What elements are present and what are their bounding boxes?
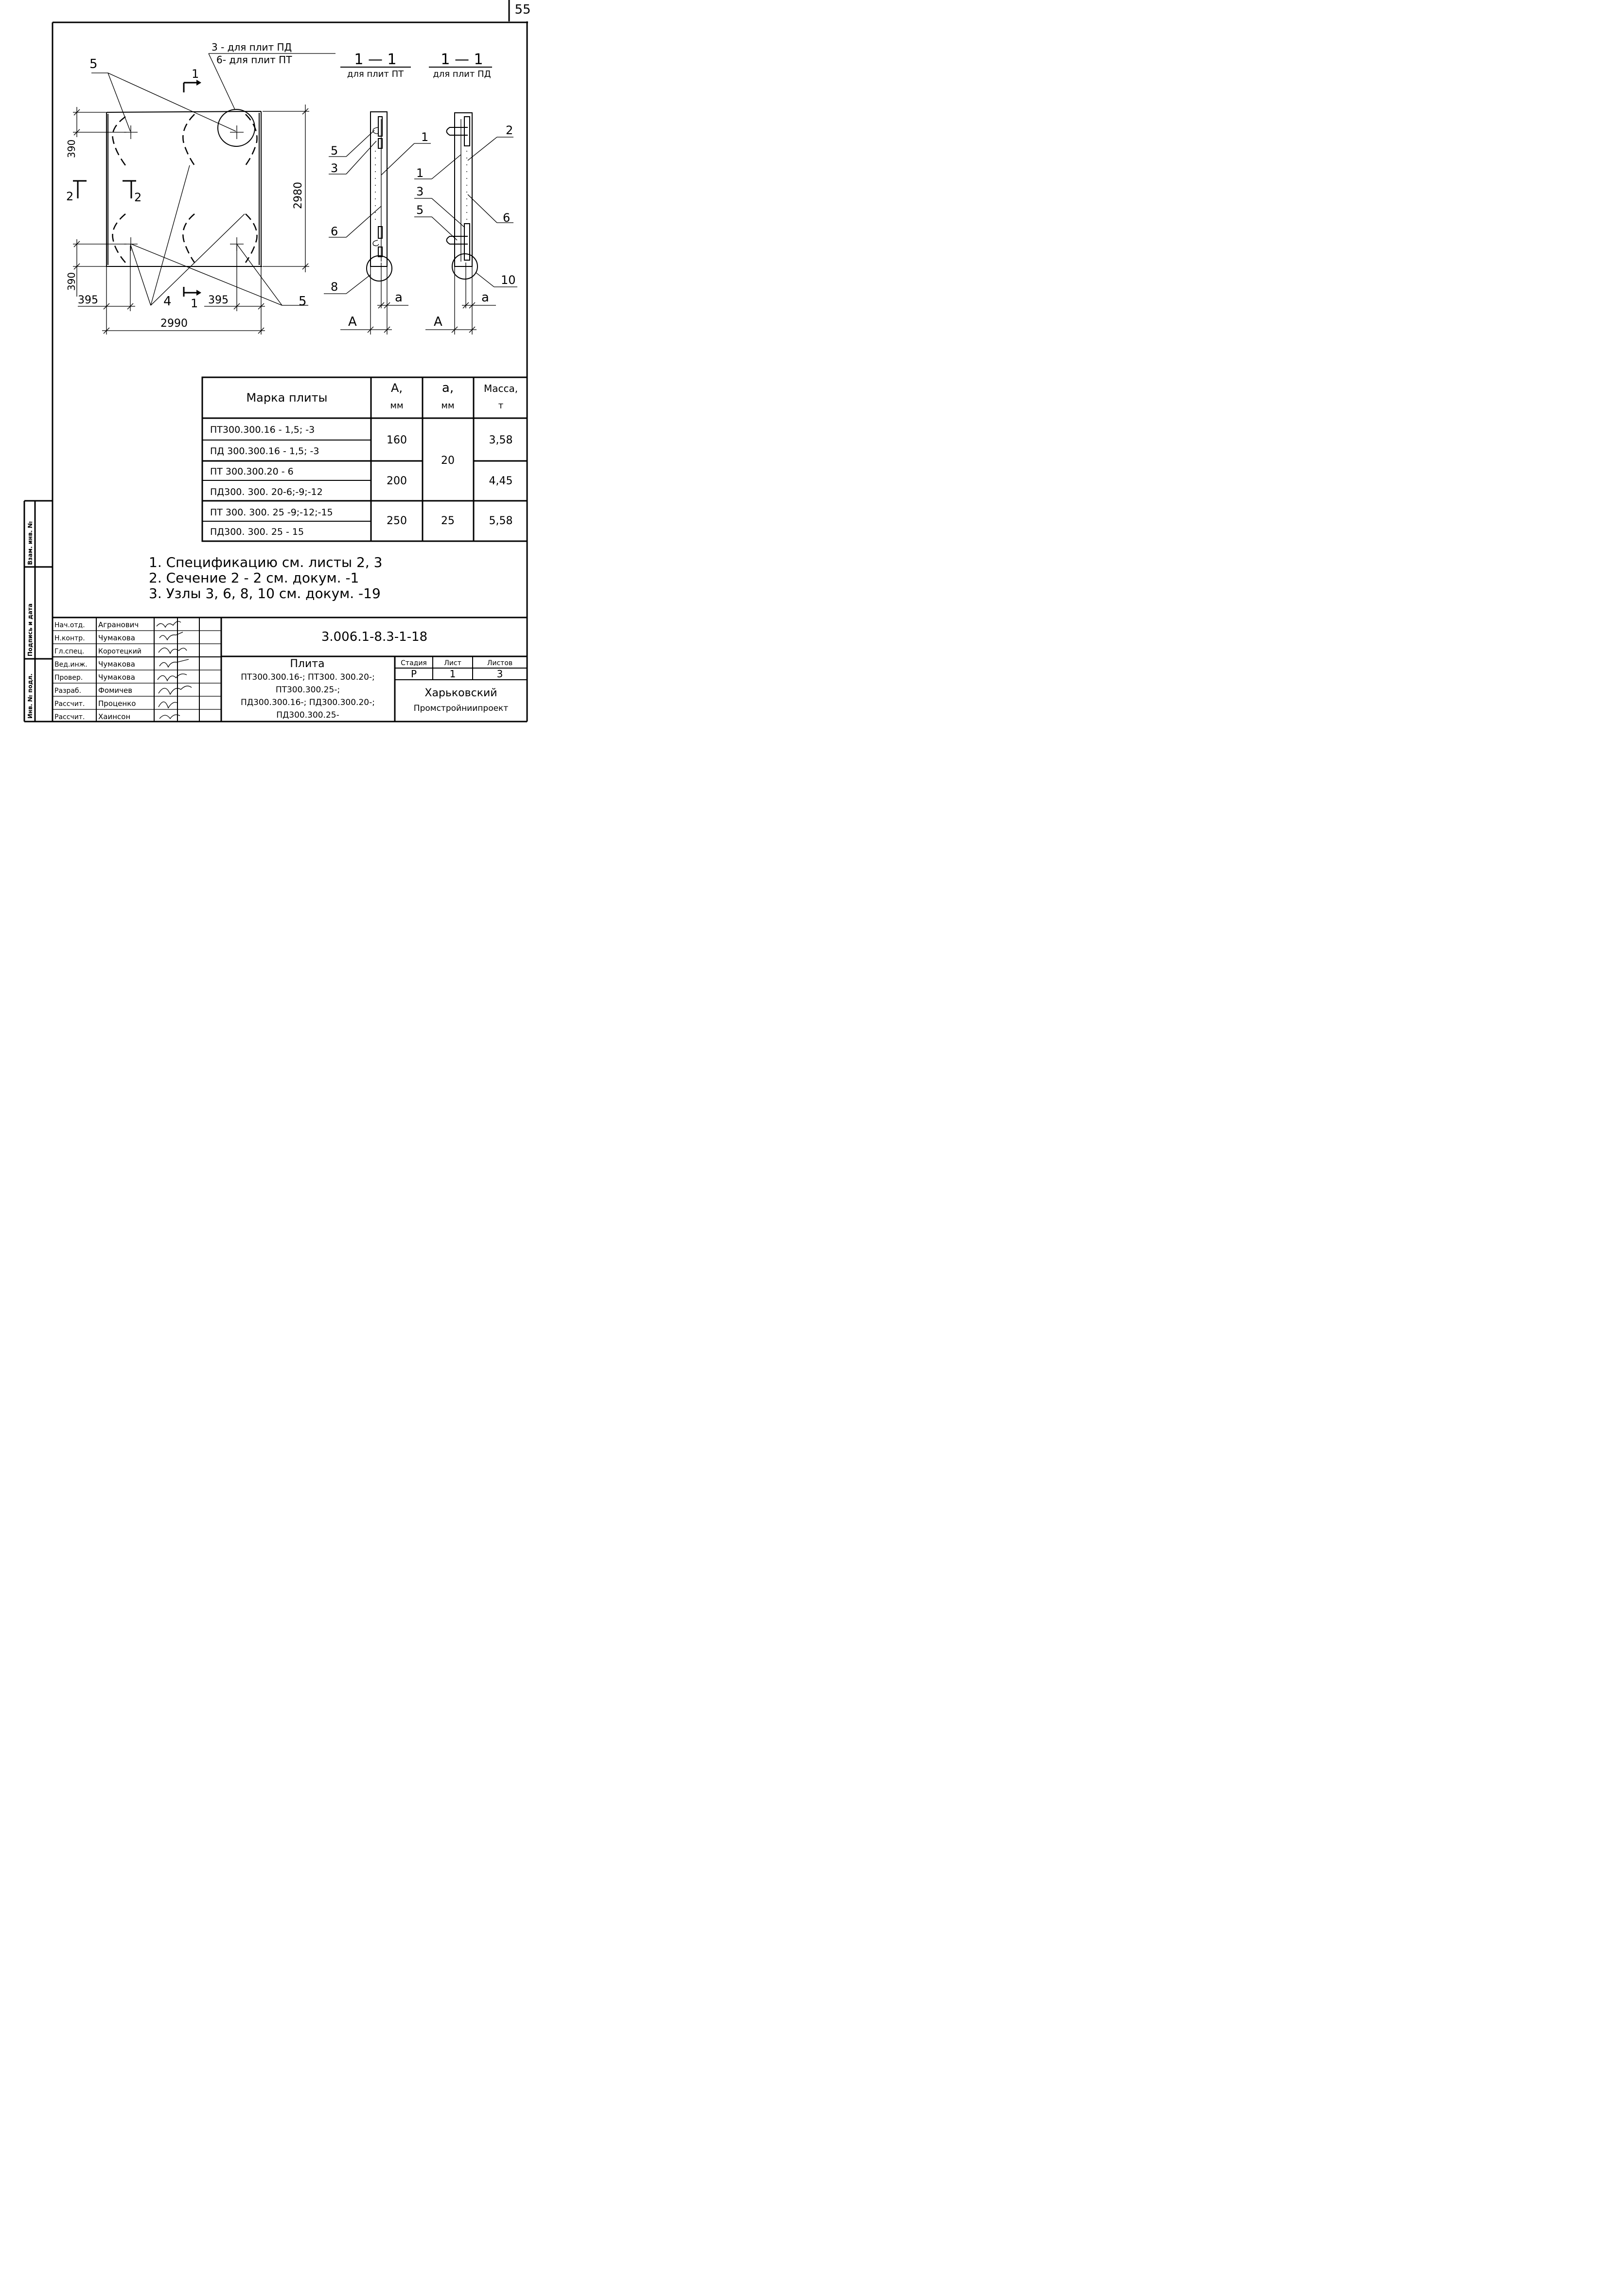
svg-text:1: 1 <box>416 166 424 180</box>
svg-text:a: a <box>481 290 489 305</box>
table-mass-3: 5,58 <box>489 515 513 527</box>
dashed-curve-top-right <box>246 114 257 165</box>
table-header-mass: Масса, <box>483 383 518 394</box>
dim-right-2980 <box>263 105 309 272</box>
dashed-curve-top-mid <box>183 114 194 165</box>
callout-top-text: 3 - для плит ПД <box>212 41 292 53</box>
plan-view <box>66 41 335 335</box>
ref-4: 4 <box>163 294 172 309</box>
loop-marker-top-right <box>230 125 244 139</box>
dashed-curve-bot-right <box>246 214 257 263</box>
name-5: Чумакова <box>98 673 135 682</box>
name-1: Агранович <box>98 620 139 629</box>
table-A-160: 160 <box>387 434 407 446</box>
ref-5-top: 5 <box>89 57 98 71</box>
section-left-title: 1 — 1 <box>354 51 397 68</box>
svg-text:8: 8 <box>331 280 338 294</box>
name-4: Чумакова <box>98 660 135 669</box>
svg-text:2990: 2990 <box>160 317 188 330</box>
svg-text:3: 3 <box>331 161 338 175</box>
section-cut-2-left <box>66 181 87 203</box>
sheet-frame <box>53 21 528 722</box>
side-margin-stamp <box>24 501 53 722</box>
table-mass-2: 4,45 <box>489 475 513 487</box>
svg-text:6: 6 <box>331 225 338 238</box>
svg-text:1: 1 <box>421 130 429 144</box>
table-header-A-unit: мм <box>390 401 404 411</box>
doc-code: 3.006.1-8.3-1-18 <box>321 630 428 644</box>
table-row-5: ПТ 300. 300. 25 -9;-12;-15 <box>210 507 333 518</box>
section-right-pd <box>414 51 517 335</box>
name-8: Хаинсон <box>98 712 131 721</box>
title-block <box>53 617 527 722</box>
callout-bottom-text: 6- для плит ПТ <box>216 54 292 66</box>
svg-text:6: 6 <box>503 211 511 225</box>
page-number-box <box>509 0 531 21</box>
svg-text:395: 395 <box>208 294 229 306</box>
table-header-mass-unit: т <box>498 401 504 411</box>
svg-text:395: 395 <box>78 294 98 306</box>
note-3: 3. Узлы 3, 6, 8, 10 см. докум. -19 <box>149 585 381 601</box>
role-3: Гл.спец. <box>54 648 85 655</box>
ref-5-bottom: 5 <box>299 294 307 309</box>
role-5: Провер. <box>54 674 83 682</box>
table-A-200: 200 <box>387 475 407 487</box>
table-header-a: a, <box>441 381 454 395</box>
item-line-4: ПД300.300.25- <box>276 710 339 720</box>
svg-text:A: A <box>434 315 442 329</box>
svg-text:1: 1 <box>192 67 199 81</box>
sheet-label: Лист <box>444 659 461 667</box>
svg-text:5: 5 <box>331 144 338 158</box>
name-3: Коротецкий <box>98 648 141 655</box>
role-4: Вед.инж. <box>54 661 88 669</box>
svg-text:390: 390 <box>66 139 77 158</box>
table-mass-1: 3,58 <box>489 434 513 446</box>
role-2: Н.контр. <box>54 635 85 642</box>
note-2: 2. Сечение 2 - 2 см. докум. -1 <box>149 570 359 586</box>
role-1: Нач.отд. <box>54 621 85 629</box>
item-line-3: ПД300.300.16-; ПД300.300.20-; <box>241 698 375 707</box>
svg-text:1: 1 <box>191 297 198 310</box>
margin-vzam-inv: Взам. инв. № <box>27 521 34 565</box>
svg-text:390: 390 <box>66 272 77 291</box>
dashed-curve-bot-left <box>113 214 125 263</box>
stage-value: Р <box>410 668 417 680</box>
dim-left-390-bottom <box>66 239 126 297</box>
table-header-mark: Марка плиты <box>246 391 328 405</box>
svg-text:2: 2 <box>134 191 142 204</box>
detail-circle-top-right <box>218 109 255 146</box>
svg-text:2: 2 <box>506 123 513 137</box>
note-1: 1. Спецификацию см. листы 2, 3 <box>149 554 383 570</box>
margin-signature-date: Подпись и дата <box>27 603 34 656</box>
table-row-6: ПД300. 300. 25 - 15 <box>210 527 304 537</box>
svg-text:A: A <box>348 315 357 329</box>
section-right-subtitle: для плит ПД <box>433 69 491 79</box>
table-row-2: ПД 300.300.16 - 1,5; -3 <box>210 446 319 457</box>
table-row-1: ПТ300.300.16 - 1,5; -3 <box>210 424 315 435</box>
svg-text:10: 10 <box>501 273 516 287</box>
section-right-title: 1 — 1 <box>441 51 483 68</box>
slab-table <box>202 377 527 541</box>
svg-text:2: 2 <box>66 190 74 203</box>
table-header-A: A, <box>390 381 403 395</box>
dim-left-390 <box>66 107 126 158</box>
sheets-label: Листов <box>487 659 513 667</box>
dashed-curve-bot-mid <box>183 214 194 263</box>
dim-bottom-395-right <box>204 246 265 335</box>
section-cut-2-right <box>123 181 141 204</box>
name-7: Проценко <box>98 699 136 708</box>
org-line-1: Харьковский <box>424 687 497 699</box>
role-7: Рассчит. <box>54 700 85 708</box>
section-left-subtitle: для плит ПТ <box>347 69 404 79</box>
stage-label: Стадия <box>401 659 427 667</box>
margin-inv-podl: Инв. № подл. <box>27 673 34 719</box>
notes <box>149 554 382 601</box>
svg-text:5: 5 <box>416 203 424 217</box>
item-line-2: ПТ300.300.25-; <box>275 685 340 695</box>
section-cut-1-top <box>184 67 201 92</box>
dim-bottom-2990 <box>102 317 265 334</box>
section-cut-1-bottom <box>184 287 201 310</box>
role-8: Рассчит. <box>54 713 85 721</box>
sheet-value: 1 <box>449 668 456 680</box>
table-row-4: ПД300. 300. 20-6;-9;-12 <box>210 487 323 497</box>
drawing-sheet <box>0 0 546 772</box>
page-number: 55 <box>514 2 531 17</box>
table-header-a-unit: мм <box>441 401 455 411</box>
item-title: Плита <box>290 658 325 670</box>
section-left-pt <box>324 51 431 335</box>
table-A-250: 250 <box>387 515 407 527</box>
item-line-1: ПТ300.300.16-; ПТ300. 300.20-; <box>241 672 375 682</box>
svg-text:2980: 2980 <box>292 182 304 209</box>
svg-text:a: a <box>395 290 403 305</box>
table-a-20: 20 <box>441 455 455 467</box>
table-row-3: ПТ 300.300.20 - 6 <box>210 466 294 477</box>
dashed-curve-top-left <box>113 117 125 165</box>
sheets-value: 3 <box>496 668 503 680</box>
slab-outline <box>106 111 262 266</box>
org-line-2: Промстройниипроект <box>413 704 509 713</box>
table-a-25: 25 <box>441 515 455 527</box>
name-6: Фомичев <box>98 686 133 695</box>
svg-text:3: 3 <box>416 185 424 198</box>
name-2: Чумакова <box>98 634 135 642</box>
role-6: Разраб. <box>54 687 82 695</box>
